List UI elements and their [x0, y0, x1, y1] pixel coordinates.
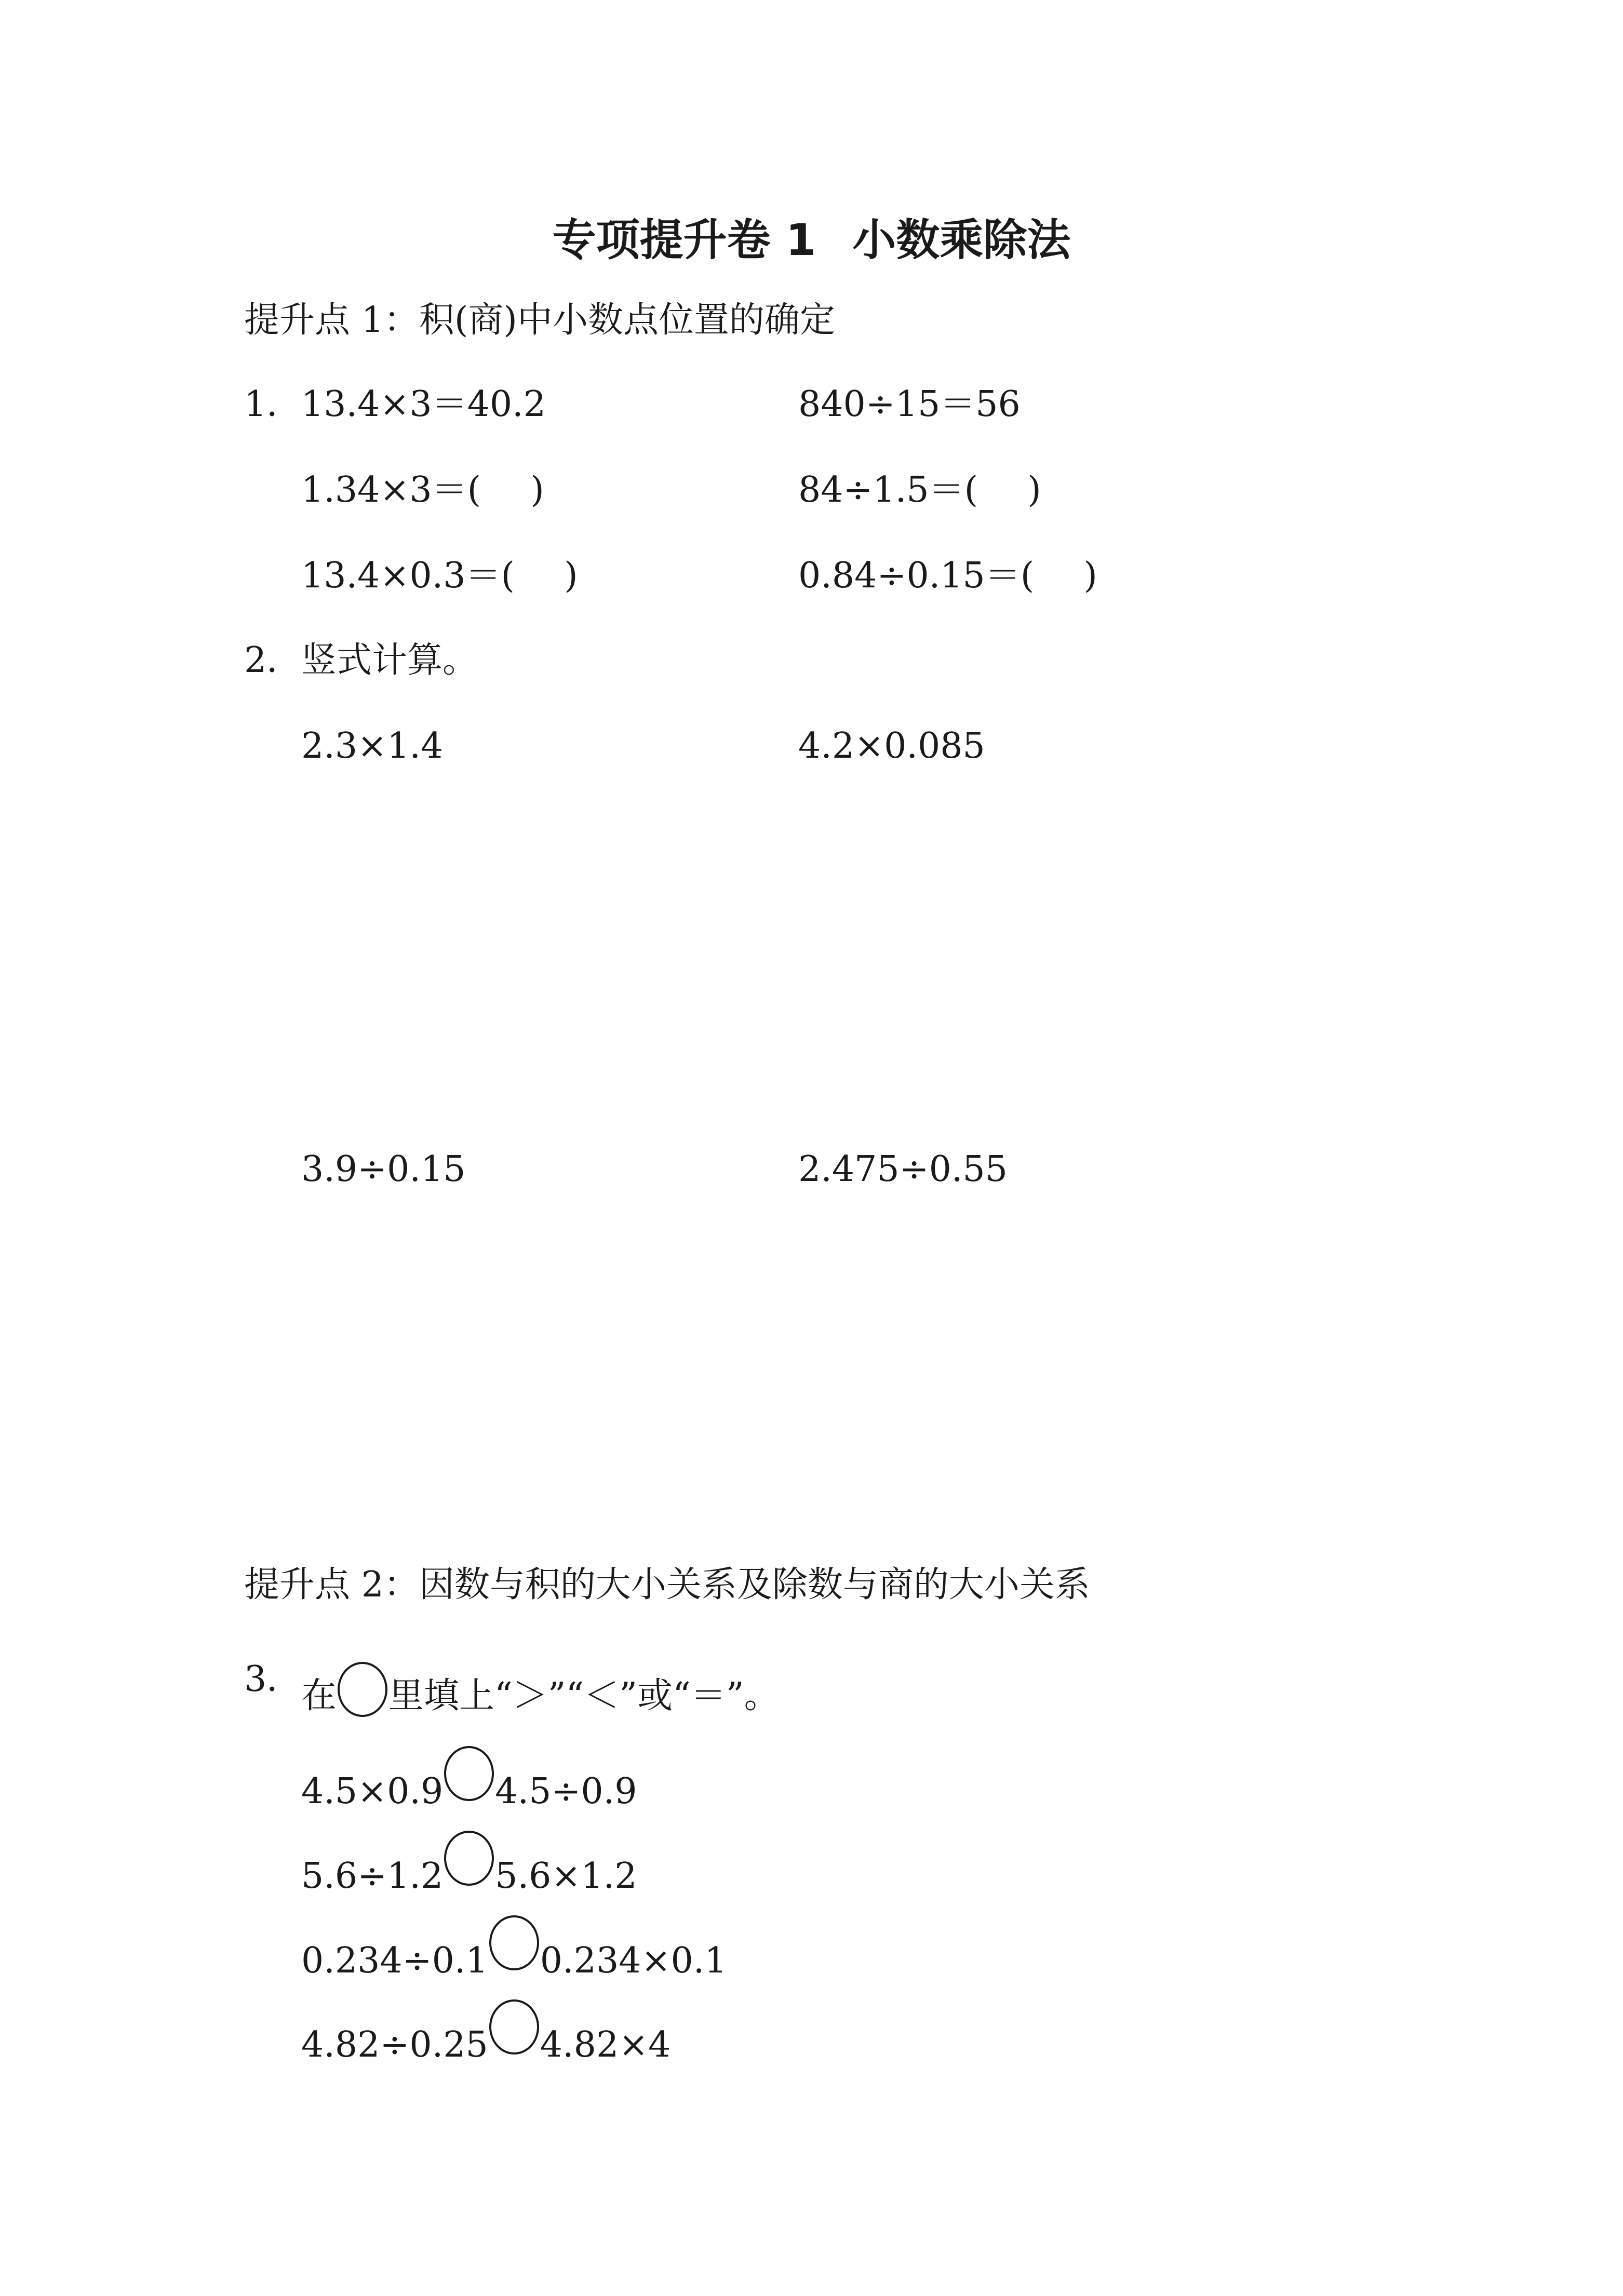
compare-circle[interactable]	[444, 1831, 494, 1886]
title-topic: 小数乘除法	[852, 214, 1071, 265]
q3-row-3: 0.234÷0.1 0.234×0.1	[301, 1915, 727, 1979]
q1-left-line1: 13.4×3＝40.2	[301, 384, 546, 425]
q2-instruction: 竖式计算。	[301, 640, 478, 681]
q1-left-line2: 1.34×3＝( )	[301, 469, 544, 511]
section-1-heading: 提升点 1：积(商)中小数点位置的确定	[244, 300, 835, 341]
q1-right-line1: 840÷15＝56	[798, 384, 1021, 425]
q1-number: 1．	[244, 384, 302, 425]
compare-circle[interactable]	[444, 1746, 494, 1801]
q2-item-2: 4.2×0.085	[798, 726, 985, 767]
section-2-heading: 提升点 2：因数与积的大小关系及除数与商的大小关系	[244, 1564, 1090, 1605]
q3-row-2: 5.6÷1.2 5.6×1.2	[301, 1831, 637, 1894]
q1-right-line3: 0.84÷0.15＝( )	[798, 555, 1097, 596]
q2-number: 2．	[244, 640, 302, 681]
q1-right-line2: 84÷1.5＝( )	[798, 469, 1041, 511]
q2-item-1: 2.3×1.4	[301, 726, 444, 767]
title-main: 专项提升卷 1	[552, 214, 816, 265]
q3-row-4: 4.82÷0.25 4.82×4	[301, 1999, 670, 2063]
q2-item-3: 3.9÷0.15	[301, 1149, 466, 1190]
compare-circle[interactable]	[489, 1915, 539, 1970]
q3-number: 3．	[244, 1659, 302, 1700]
page-title	[0, 214, 1623, 265]
q3-instruction: 在 里填上“＞”“＜”或“＝”。	[301, 1662, 780, 1717]
q2-item-4: 2.475÷0.55	[798, 1149, 1008, 1190]
compare-circle[interactable]	[489, 1999, 539, 2055]
q1-left-line3: 13.4×0.3＝( )	[301, 555, 578, 596]
circle-symbol-icon	[338, 1662, 387, 1717]
q3-row-1: 4.5×0.9 4.5÷0.9	[301, 1746, 637, 1809]
